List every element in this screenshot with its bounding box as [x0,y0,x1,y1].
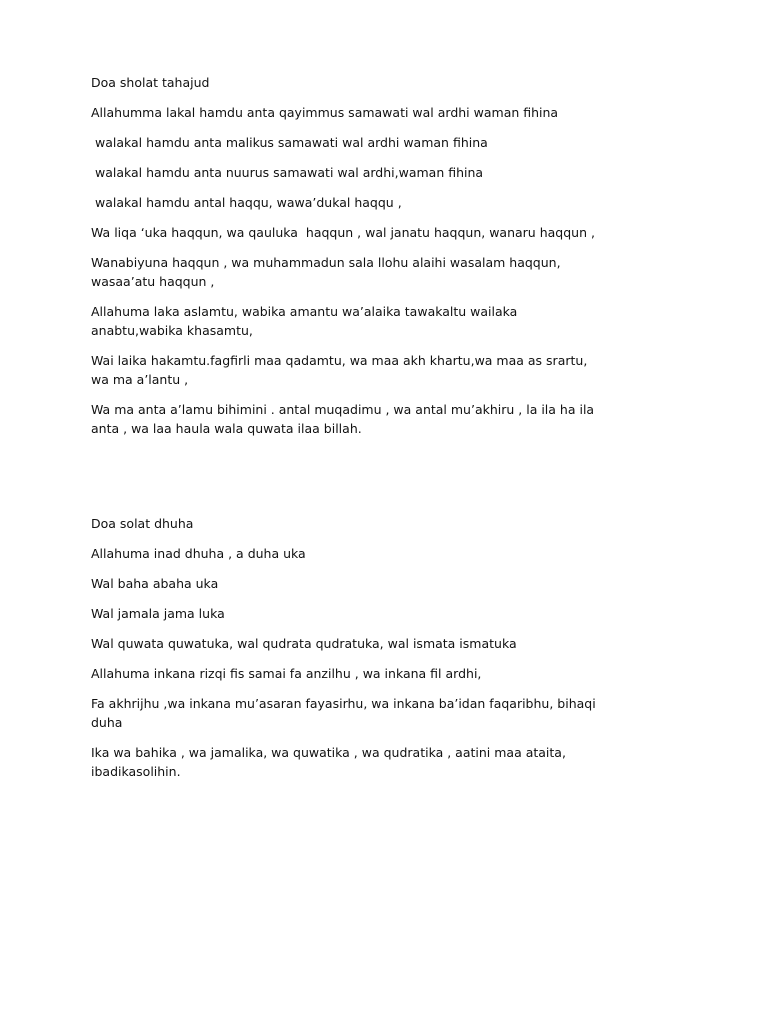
dhuha-line: Wal quwata quwatuka, wal qudrata qudratuka, wal ismata ismatuka [91,636,517,651]
section-title-tahajud: Doa sholat tahajud [91,75,210,90]
tahajud-line: Wai laika hakamtu.fagfirli maa qadamtu, wa maa akh khartu,wa maa as srartu, wa ma a’lantu , [91,353,588,387]
dhuha-line: Allahuma inkana rizqi fis samai fa anzilhu , wa inkana fil ardhi, [91,666,482,681]
dhuha-line: Fa akhrijhu ,wa inkana mu’asaran fayasirhu, wa inkana ba’idan faqaribhu, bihaqi duha [91,696,596,730]
dhuha-line: Allahuma inad dhuha , a duha uka [91,546,306,561]
tahajud-line: walakal hamdu antal haqqu, wawa’dukal haqqu , [91,195,402,210]
tahajud-line: Wa liqa ‘uka haqqun, wa qauluka haqqun , wal janatu haqqun, wanaru haqqun , [91,225,595,240]
tahajud-line: Allahumma lakal hamdu anta qayimmus samawati wal ardhi waman fihina [91,105,559,120]
dhuha-line: Wal baha abaha uka [91,576,219,591]
dhuha-line: Ika wa bahika , wa jamalika, wa quwatika , wa qudratika , aatini maa ataita, ibadikasolihin. [91,745,566,779]
dhuha-line: Wal jamala jama luka [91,606,225,621]
tahajud-line: walakal hamdu anta malikus samawati wal ardhi waman fihina [91,135,488,150]
tahajud-line: Wanabiyuna haqqun , wa muhammadun sala llohu alaihi wasalam haqqun, wasaa’atu haqqun , [91,255,561,289]
dhuha-prayer-section [91,514,691,792]
tahajud-prayer-section [91,73,691,449]
tahajud-line: walakal hamdu anta nuurus samawati wal ardhi,waman fihina [91,165,484,180]
tahajud-line: Allahuma laka aslamtu, wabika amantu wa’alaika tawakaltu wailaka anabtu,wabika khasamtu, [91,304,518,338]
section-title-dhuha: Doa solat dhuha [91,516,194,531]
tahajud-line: Wa ma anta a’lamu bihimini . antal muqadimu , wa antal mu’akhiru , la ila ha ila anta , wa laa haula wala quwata ilaa billah. [91,402,595,436]
